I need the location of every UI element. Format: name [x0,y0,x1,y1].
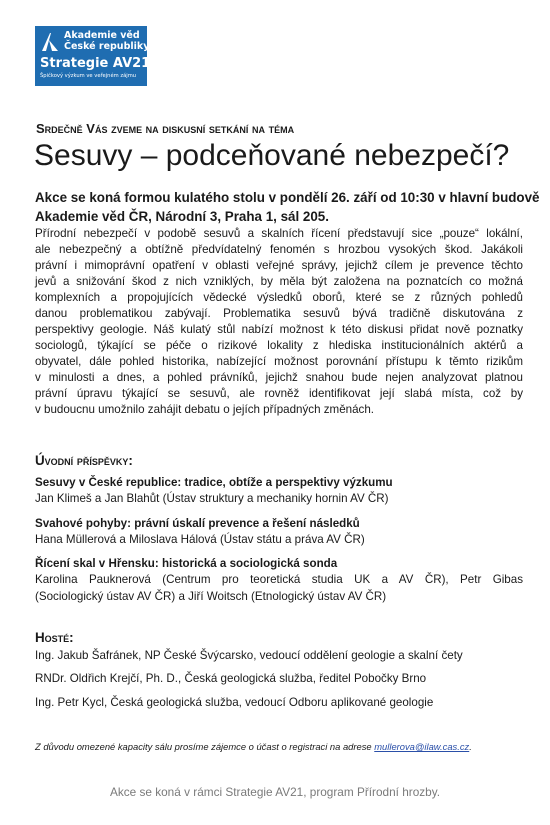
guest-item: Ing. Jakub Šafránek, NP České Švýcarsko, vedoucí oddělení geologie a skalní čety [35,649,463,662]
registration-email-link[interactable]: mullerova@ilaw.cas.cz [374,741,470,752]
logo-line-1: Akademie věd [64,30,140,41]
contribution-authors [35,490,523,507]
footer-text: Akce se koná v rámci Strategie AV21, program Přírodní hrozby. [109,785,441,799]
paragraph-line: jevů a snižování škod z nich vzniklých, by měla být založena na poznatcích co možná [35,275,523,288]
contribution-title: Sesuvy v České republice: tradice, obtíže a perspektivy výzkumu [35,476,393,489]
logo-tagline: Špičkový výzkum ve veřejném zájmu [40,73,137,79]
paragraph-line: komplexních a propojujících vědecké výsledků oborů, které se z různých pohledů [35,291,523,304]
paragraph-line: v budoucnu umožnilo zahájit debatu o jejích případných změnách. [35,403,375,416]
authors-line: Jan Klimeš a Jan Blahůt (Ústav struktury a mechaniky hornin AV ČR) [35,492,389,505]
page-title: Sesuvy – podceňované nebezpečí? [34,139,510,172]
academy-logo-icon [40,31,60,53]
event-details-line: Akademie věd ČR, Národní 3, Praha 1, sál 205. [35,209,329,224]
logo-line-2: České republiky [64,41,150,52]
contribution-title: Řícení skal v Hřensku: historická a sociologická sonda [35,557,338,570]
paragraph-line: Přírodní nebezpečí v podobě sesuvů a skalních řícení představují sice „pouze“ lokální, [35,227,523,240]
registration-note-end: . [469,741,472,752]
paragraph-line: právní i mimoprávní opatření v oblasti veřejné správy, jejichž cílem je prevence těchto [35,259,523,272]
logo-line-3: Strategie AV21 [40,56,151,71]
contribution-authors [35,531,523,548]
event-details-line: Akce se koná formou kulatého stolu v pondělí 26. září od 10:30 v hlavní budově [35,190,540,205]
registration-note-text: Z důvodu omezené kapacity sálu prosíme zájemce o účast o registraci na adrese [35,741,372,752]
authors-line: Hana Müllerová a Miloslava Hálová (Ústav státu a práva AV ČR) [35,533,365,546]
guest-item: RNDr. Oldřich Krejčí, Ph. D., Česká geologická služba, ředitel Pobočky Brno [35,672,427,685]
contribution-title: Svahové pohyby: právní úskalí prevence a řešení následků [35,517,360,530]
event-details [35,188,540,226]
paragraph-line: danou problematikou zabývají. Problematika sesuvů bývá tradičně diskutována z [35,307,523,320]
paragraph-line: ale nebezpečný a obtížně předvídatelný fenomén s hrozbou vysokých škod. Jakákoli [35,243,523,256]
description-paragraph [35,226,523,418]
authors-line: (Sociologický ústav AV ČR) a Jiří Woitsch (Etnologický ústav AV ČR) [35,590,387,603]
contributions-heading: Úvodní příspěvky: [35,453,133,468]
paragraph-line: obyvatel, dále pohled historika, nabízející možnost porovnání přístupu k těmto rizikům [35,355,523,368]
paragraph-line: právní úpravu týkající se sesuvů, ale rovněž identifikovat její slabá místa, což by [35,387,523,400]
contribution-authors [35,571,523,605]
guest-item: Ing. Petr Kycl, Česká geologická služba, vedoucí Odboru aplikované geologie [35,696,434,709]
paragraph-line: v minulosti a dnes, a pohled právníků, jejichž snahou bude nejen analyzovat platnou [35,371,523,384]
logo [35,26,151,86]
invitation-line: Srdečně Vás zveme na diskusní setkání na téma [36,121,295,136]
paragraph-line: sociologů, týkající se péče o rizikové lokality z hlediska institucionálních aktérů a [35,339,523,352]
registration-note [35,741,472,752]
paragraph-line: perspektivy geologie. Náš kulatý stůl nabízí možnost k této diskusi přidat nově poznatky [35,323,523,336]
guests-heading: Hosté: [35,630,74,645]
authors-line: Karolina Pauknerová (Centrum pro teoretická studia UK a AV ČR), Petr Gibas [35,573,523,586]
